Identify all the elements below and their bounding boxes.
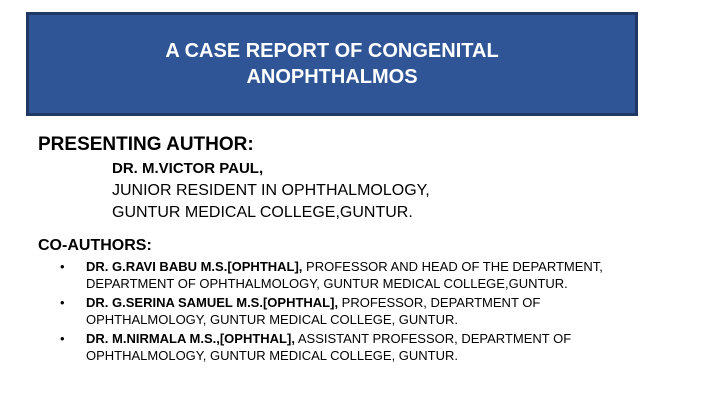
coauthor-affiliation: DEPARTMENT OF OPHTHALMOLOGY, GUNTUR MEDICAL COLLEGE,GUNTUR. xyxy=(86,276,568,291)
slide-title-line-1: A CASE REPORT OF CONGENITAL xyxy=(165,40,499,62)
bullet-icon: • xyxy=(60,295,65,310)
presenting-author-institution: GUNTUR MEDICAL COLLEGE,GUNTUR. xyxy=(112,204,413,221)
bullet-icon: • xyxy=(60,331,65,346)
coauthor-name: DR. M.NIRMALA M.S.,[OPHTHAL], xyxy=(86,331,295,346)
presenting-author-heading: PRESENTING AUTHOR: xyxy=(38,134,254,155)
coauthor-title: PROFESSOR AND HEAD OF THE DEPARTMENT, xyxy=(302,259,603,274)
coauthor-name: DR. G.RAVI BABU M.S.[OPHTHAL], xyxy=(86,259,303,274)
coauthor-title: PROFESSOR, DEPARTMENT OF xyxy=(338,295,541,310)
coauthors-heading: CO-AUTHORS: xyxy=(38,237,152,254)
presenting-author-role: JUNIOR RESIDENT IN OPHTHALMOLOGY, xyxy=(112,182,430,199)
title-banner xyxy=(26,12,638,116)
presenting-author-name: DR. M.VICTOR PAUL, xyxy=(112,160,264,177)
bullet-icon: • xyxy=(60,259,65,274)
coauthor-list xyxy=(58,258,698,366)
slide-title-line-2: ANOPHTHALMOS xyxy=(246,66,418,88)
coauthor-item xyxy=(58,294,698,328)
presenting-author-details xyxy=(112,158,430,224)
coauthor-affiliation: OPHTHALMOLOGY, GUNTUR MEDICAL COLLEGE, GUNTUR. xyxy=(86,312,459,327)
coauthor-name: DR. G.SERINA SAMUEL M.S.[OPHTHAL], xyxy=(86,295,339,310)
coauthor-affiliation: OPHTHALMOLOGY, GUNTUR MEDICAL COLLEGE, GUNTUR. xyxy=(86,348,459,363)
coauthor-title: ASSISTANT PROFESSOR, DEPARTMENT OF xyxy=(294,331,572,346)
coauthor-item xyxy=(58,258,698,292)
coauthor-item xyxy=(58,330,698,364)
